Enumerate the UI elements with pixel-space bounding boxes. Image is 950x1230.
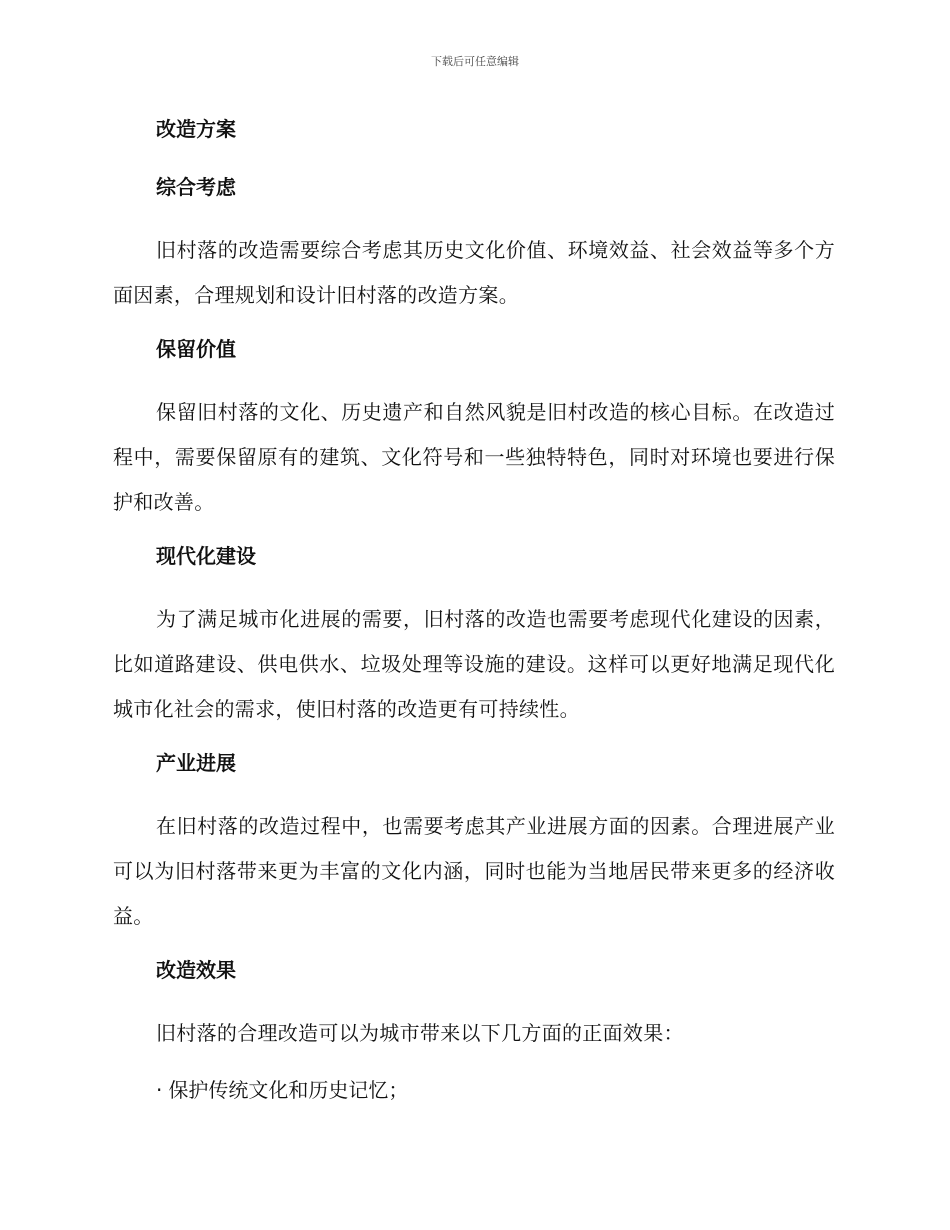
bullet-text: 保护传统文化和历史记忆； (168, 1078, 409, 1102)
paragraph-modernization: 为了满足城市化进展的需要，旧村落的改造也需要考虑现代化建设的因素，比如道路建设、供电供水、垃圾处理等设施的建设。这样可以更好地满足现代化城市化社会的需求，使旧村落的改造更有可持续性。 (113, 607, 835, 721)
document-body (113, 112, 835, 1113)
paragraph-preserve-value: 保留旧村落的文化、历史遗产和自然风貌是旧村改造的核心目标。在改造过程中，需要保留原有的建筑、文化符号和一些独特特色，同时对环境也要进行保护和改善。 (113, 400, 835, 514)
header-note: 下载后可任意编辑 (431, 55, 519, 68)
paragraph-industry: 在旧村落的改造过程中，也需要考虑其产业进展方面的因素。合理进展产业可以为旧村落带来更为丰富的文化内涵，同时也能为当地居民带来更多的经济收益。 (113, 814, 835, 928)
section-heading-preserve-value: 保留价值 (156, 337, 236, 361)
bullet-item (113, 1068, 835, 1113)
bullet-dot: · (156, 1078, 163, 1102)
section-heading-modernization: 现代化建设 (156, 544, 256, 568)
section-heading-effects: 改造效果 (156, 958, 236, 982)
paragraph-effects: 旧村落的合理改造可以为城市带来以下几方面的正面效果： (156, 1021, 684, 1045)
section-heading-comprehensive: 综合考虑 (156, 175, 236, 199)
section-heading-industry: 产业进展 (156, 751, 236, 775)
paragraph-comprehensive: 旧村落的改造需要综合考虑其历史文化价值、环境效益、社会效益等多个方面因素，合理规划和设计旧村落的改造方案。 (113, 238, 835, 307)
section-heading-renovation-plan: 改造方案 (156, 117, 236, 141)
